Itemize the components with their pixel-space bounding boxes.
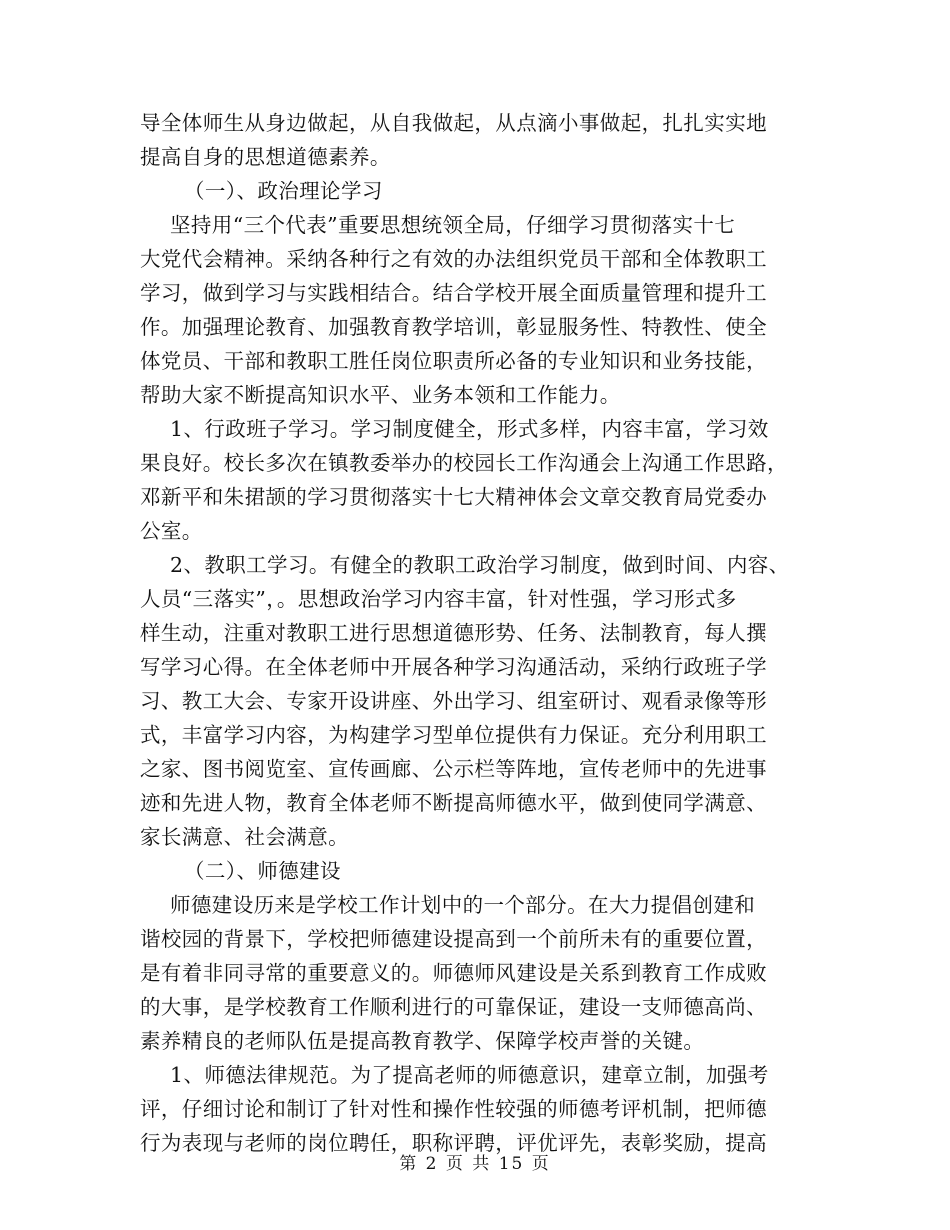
- body-text-line: 素养精良的老师队伍是提高教育教学、保障学校声誉的关键。: [140, 1029, 705, 1053]
- body-text-line: 师德建设历来是学校工作计划中的一个部分。在大力提倡创建和: [170, 893, 756, 917]
- body-text-line: 学习，做到学习与实践相结合。结合学校开展全面质量管理和提升工: [140, 281, 767, 305]
- body-text-line: 体党员、干部和教职工胜任岗位职责所必备的专业知识和业务技能，: [140, 349, 767, 373]
- section-heading: （二）、师德建设: [184, 859, 341, 883]
- body-text-line: 写学习心得。在全体老师中开展各种学习沟通活动，采纳行政班子学: [140, 655, 767, 679]
- body-text-line: 习、教工大会、专家开设讲座、外出学习、组室研讨、观看录像等形: [140, 689, 767, 713]
- body-text-line: 1、行政班子学习。学习制度健全，形式多样，内容丰富，学习效: [170, 417, 769, 441]
- body-text-line: 家长满意、社会满意。: [140, 825, 349, 849]
- body-text-line: 评，仔细讨论和制订了针对性和操作性较强的师德考评机制，把师德: [140, 1097, 767, 1121]
- body-text-line: 邓新平和朱捃颉的学习贯彻落实十七大精神体会文章交教育局党委办: [140, 485, 767, 509]
- body-text-line: 是有着非同寻常的重要意义的。师德师风建设是关系到教育工作成败: [140, 961, 767, 985]
- document-body: [140, 106, 820, 1160]
- body-text-line: 提高自身的思想道德素养。: [140, 145, 391, 169]
- body-text-line: 谐校园的背景下，学校把师德建设提高到一个前所未有的重要位置，: [140, 927, 767, 951]
- body-text-line: 导全体师生从身边做起，从自我做起，从点滴小事做起，扎扎实实地: [140, 111, 767, 135]
- body-text-line: 作。加强理论教育、加强教育教学培训，彰显服务性、特教性、使全: [140, 315, 767, 339]
- body-text-line: 行为表现与老师的岗位聘任，职称评聘，评优评先，表彰奖励，提高: [140, 1131, 767, 1155]
- page-number-footer: 第 2 页 共 15 页: [399, 1154, 551, 1174]
- body-text-line: 人员“三落实”，。思想政治学习内容丰富，针对性强，学习形式多: [140, 587, 737, 611]
- body-text-line: 大党代会精神。采纳各种行之有效的办法组织党员干部和全体教职工: [140, 247, 767, 271]
- body-text-line: 1、师德法律规范。为了提高老师的师德意识，建章立制，加强考: [170, 1063, 769, 1087]
- body-text-line: 帮助大家不断提高知识水平、业务本领和工作能力。: [140, 383, 621, 407]
- body-text-line: 坚持用“三个代表”重要思想统领全局，仔细学习贯彻落实十七: [170, 213, 736, 237]
- body-text-line: 果良好。校长多次在镇教委举办的校园长工作沟通会上沟通工作思路，: [140, 451, 788, 475]
- body-text-line: 之家、图书阅览室、宣传画廊、公示栏等阵地，宣传老师中的先进事: [140, 757, 767, 781]
- body-text-line: 的大事，是学校教育工作顺利进行的可靠保证，建设一支师德高尚、: [140, 995, 767, 1019]
- body-text-line: 2、教职工学习。有健全的教职工政治学习制度，做到时间、内容、: [170, 553, 790, 577]
- body-text-line: 公室。: [140, 519, 203, 543]
- section-heading: （一）、政治理论学习: [184, 179, 383, 203]
- body-text-line: 样生动，注重对教职工进行思想道德形势、任务、法制教育，每人撰: [140, 621, 767, 645]
- body-text-line: 式，丰富学习内容，为构建学习型单位提供有力保证。充分利用职工: [140, 723, 767, 747]
- body-text-line: 迹和先进人物，教育全体老师不断提高师德水平，做到使同学满意、: [140, 791, 767, 815]
